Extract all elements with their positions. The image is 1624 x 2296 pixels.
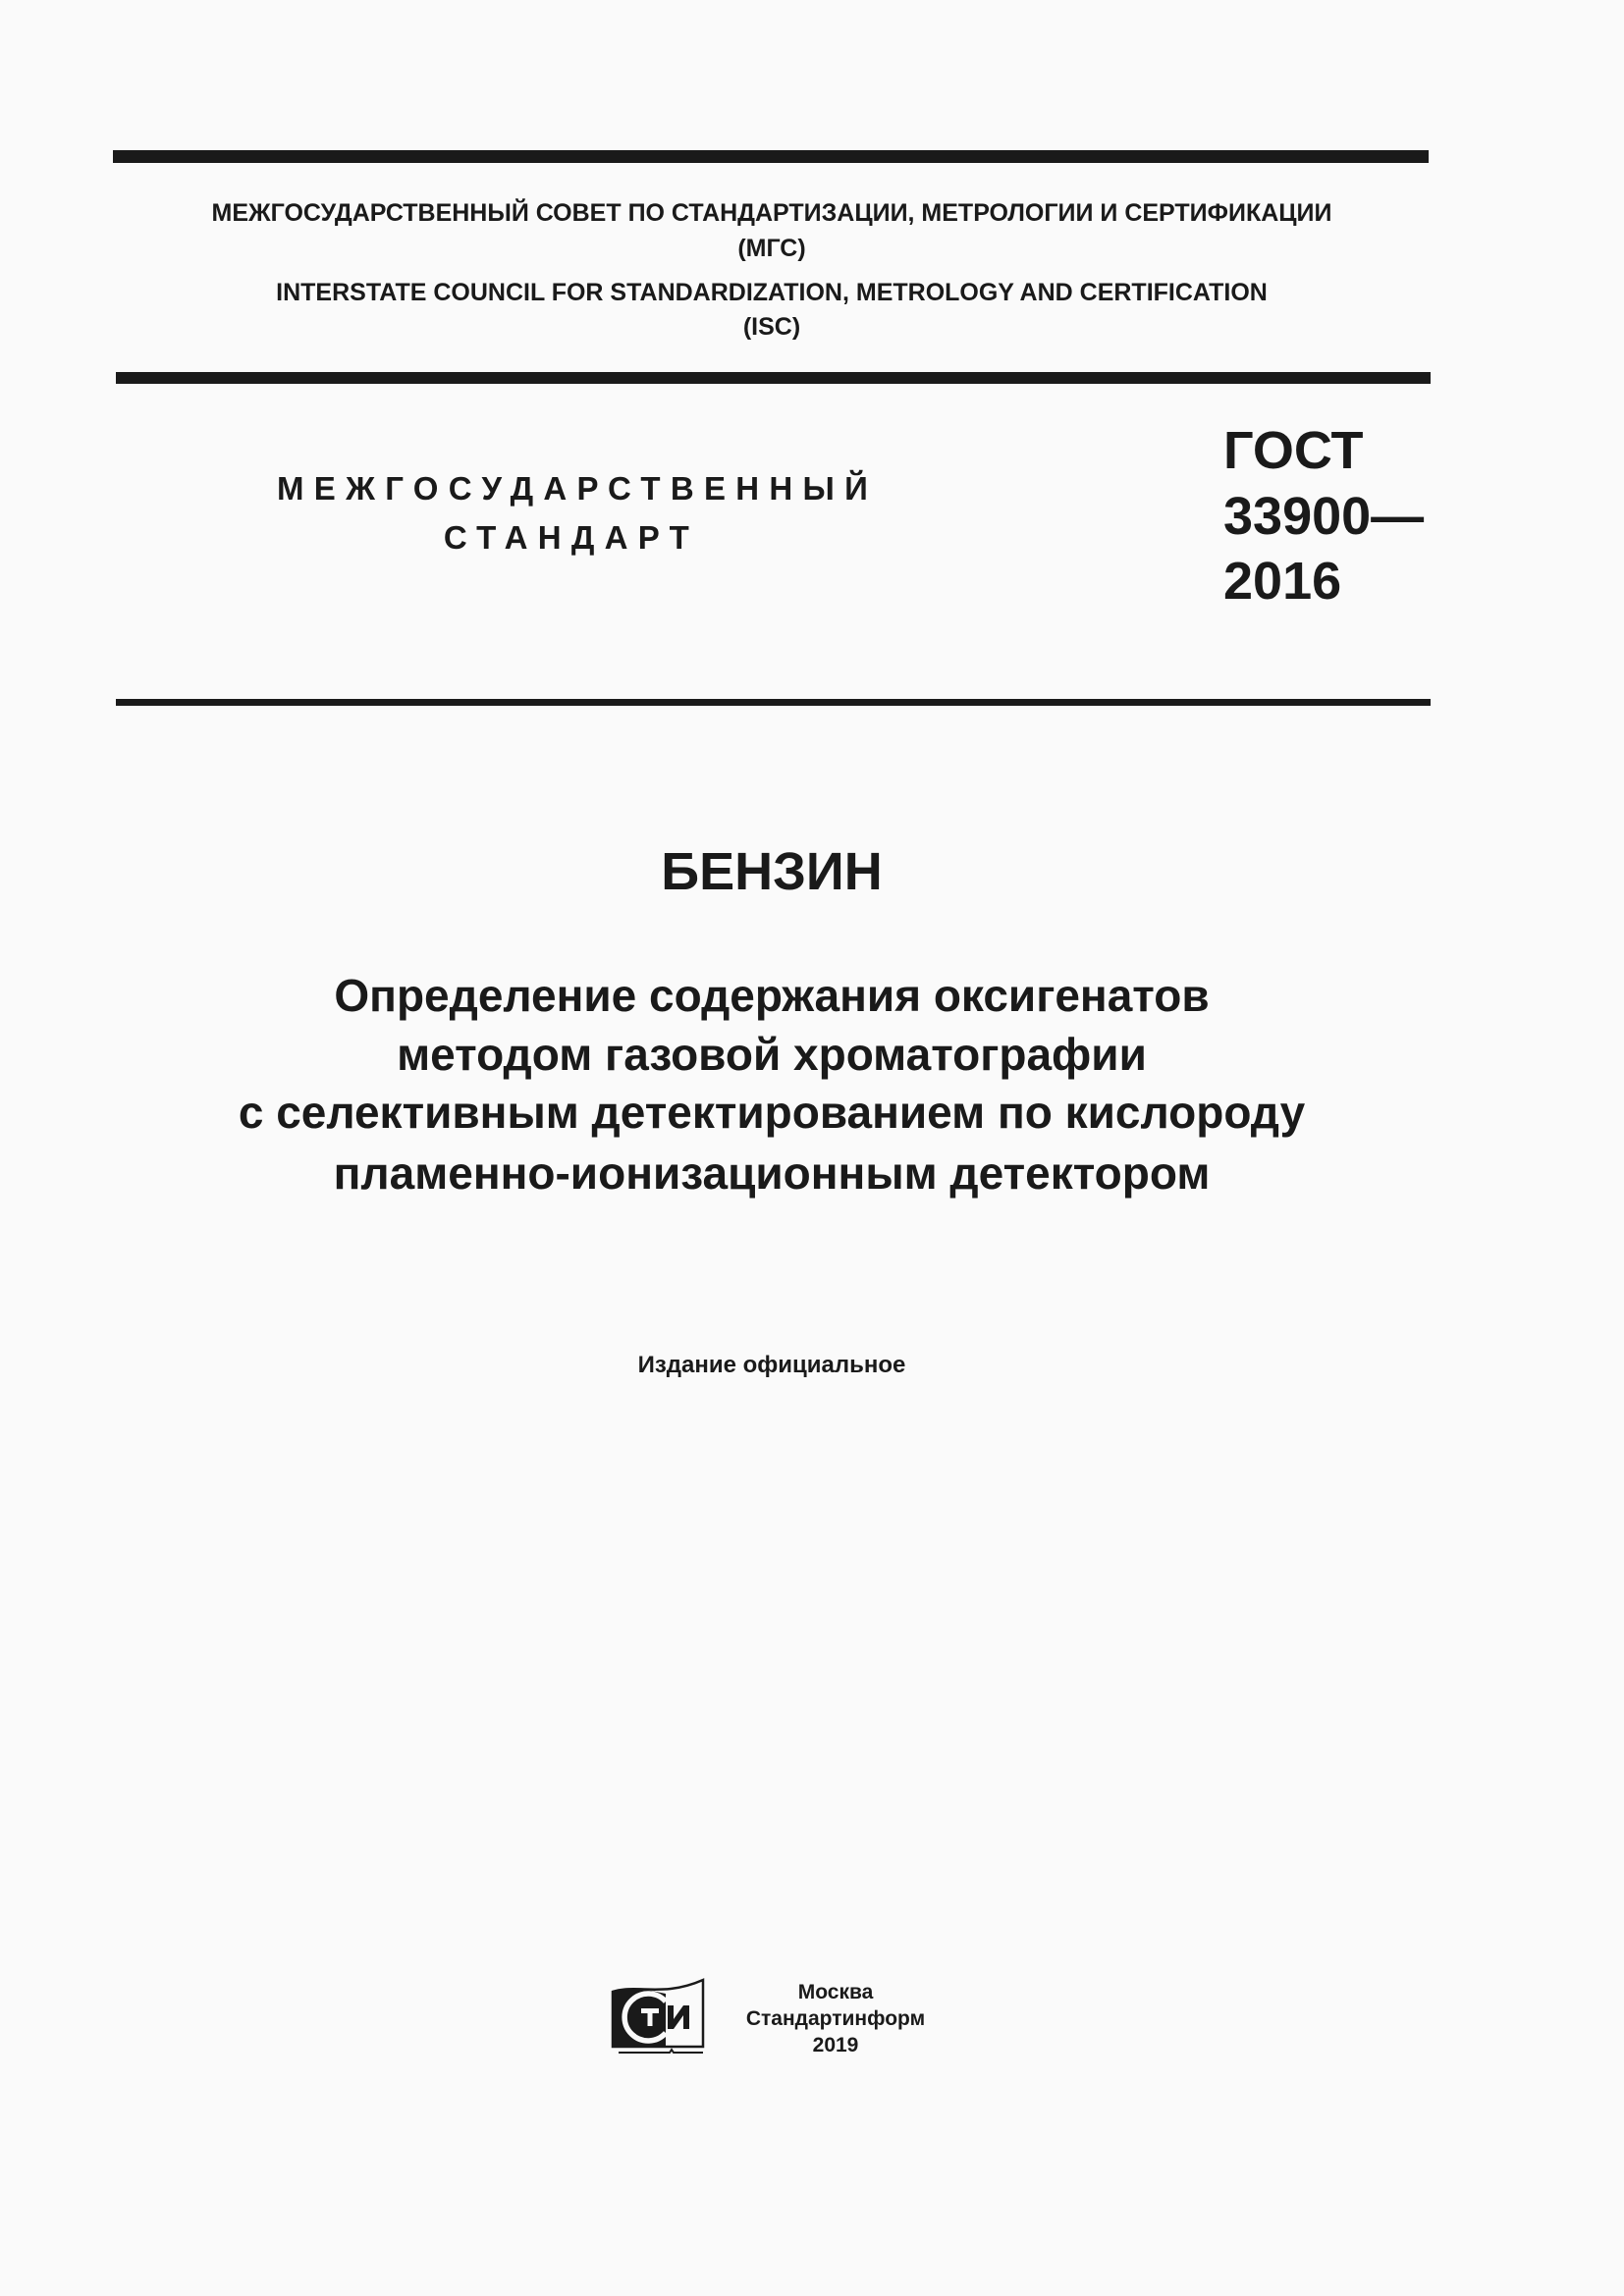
designation-rule	[116, 699, 1431, 706]
designation-prefix: ГОСТ	[1223, 421, 1364, 480]
subtitle-line: с селективным детектированием по кислороду	[238, 1087, 1306, 1138]
council-name-en: INTERSTATE COUNCIL FOR STANDARDIZATION, METROLOGY AND CERTIFICATION	[276, 279, 1268, 306]
designation-number: 33900—	[1223, 487, 1425, 546]
designation-year: 2016	[1223, 552, 1342, 611]
publication-year: 2019	[812, 2034, 859, 2056]
publisher-block	[727, 1979, 945, 2058]
subtitle-line: Определение содержания оксигенатов	[334, 970, 1210, 1021]
subtitle-line: методом газовой хроматографии	[397, 1029, 1147, 1080]
subtitle-line: пламенно-ионизационным детектором	[333, 1148, 1211, 1199]
council-name-ru: МЕЖГОСУДАРСТВЕННЫЙ СОВЕТ ПО СТАНДАРТИЗАЦИИ, МЕТРОЛОГИИ И СЕРТИФИКАЦИИ	[211, 199, 1332, 227]
standard-kind-line2: СТАНДАРТ	[443, 519, 700, 556]
publisher-city: Москва	[797, 1981, 874, 2003]
edition-label: Издание официальное	[637, 1352, 906, 1378]
header-rule	[116, 372, 1431, 384]
council-abbr-ru: (МГС)	[737, 235, 806, 262]
standard-kind-line1: МЕЖГОСУДАРСТВЕННЫЙ	[277, 470, 879, 507]
document-title: БЕНЗИН	[661, 842, 883, 901]
publisher-name: Стандартинформ	[745, 2007, 926, 2030]
top-rule	[113, 150, 1429, 163]
council-abbr-en: (ISC)	[742, 313, 801, 341]
standartinform-logo-icon	[609, 1976, 707, 2058]
